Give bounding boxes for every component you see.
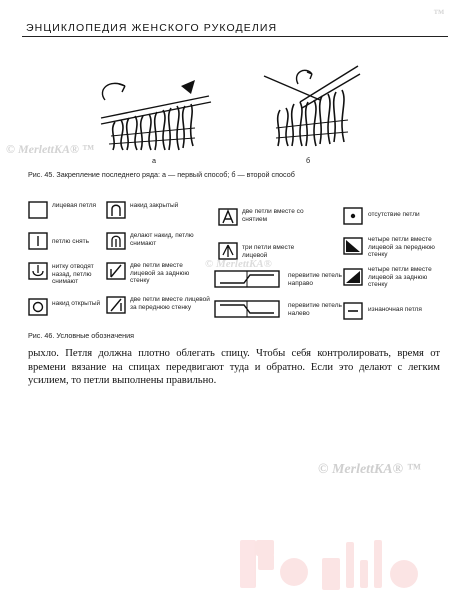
symbol-label: изнаночная петля [368,306,422,313]
knitting-illustration-b [262,62,362,148]
symbol-label: четыре петли вместе лицевой за заднюю стенку [368,266,432,289]
yarn-over-slip-icon [106,232,126,250]
thread-back-icon [28,262,48,280]
square-empty-icon [28,201,48,219]
symbol-label: отсутствие петли [368,211,420,218]
purl-stitch-icon [343,302,363,320]
figure-45-caption: Рис. 45. Закрепление последнего ряда: а — первый способ; б — второй способ [28,170,295,179]
watermark-top-right: ™ [433,8,444,20]
postila-logo-graphic [0,500,460,599]
figure-45-label-b: б [306,156,311,165]
closed-yarn-over-icon [106,201,126,219]
two-together-back-icon [106,262,126,280]
symbol-label: делают накид, петлю снимают [130,232,194,247]
watermark-middle: © MerlettKA® [205,258,272,270]
symbol-label: нитку отводят назад, петлю снимают [52,263,94,286]
knitting-illustration-a [95,72,215,152]
cross-right-icon [214,270,280,288]
vertical-line-icon [28,232,48,250]
symbol-label: две петли вместе лицевой за заднюю стенку [130,262,190,285]
cross-left-icon [214,300,280,318]
open-yarn-over-icon [28,298,48,316]
symbol-label: петлю снять [52,238,89,245]
figure-45-label-a: а [152,156,156,165]
symbol-label: перевитие петель налево [288,302,342,317]
postila-logo [0,500,460,599]
symbol-label: перевитие петель направо [288,272,342,287]
symbol-label: лицевая петля [52,202,97,209]
four-front-icon [343,237,363,255]
watermark-main: © MerlettKA® ™ [6,142,94,156]
two-together-slip-icon [218,208,238,226]
symbol-label: три петли вместе лицевой [242,244,295,259]
no-stitch-icon [343,207,363,225]
symbol-label: четыре петли вместе лицевой за переднюю стенку [368,236,435,259]
body-paragraph: рыхло. Петля должна плотно облегать спицу. Чтобы себя контролировать, время от времени вязание на спицах передвигают туда и обратно. Если это делают с легким усилием, то петли выполнены правильно. [28,348,440,386]
figure-46-caption: Рис. 46. Условные обозначения [28,331,135,340]
symbol-label: накид закрытый [130,202,179,209]
symbol-label: накид открытый [52,300,101,307]
header-rule [22,36,448,37]
symbol-label: две петли вместе со снятием [242,208,304,223]
four-back-icon [343,268,363,286]
page-header-title: ЭНЦИКЛОПЕДИЯ ЖЕНСКОГО РУКОДЕЛИЯ [26,22,278,34]
watermark-bottom: © MerlettKA® ™ [318,462,421,477]
symbol-label: две петли вместе лицевой за переднюю стенку [130,296,210,311]
two-together-front-icon [106,296,126,314]
